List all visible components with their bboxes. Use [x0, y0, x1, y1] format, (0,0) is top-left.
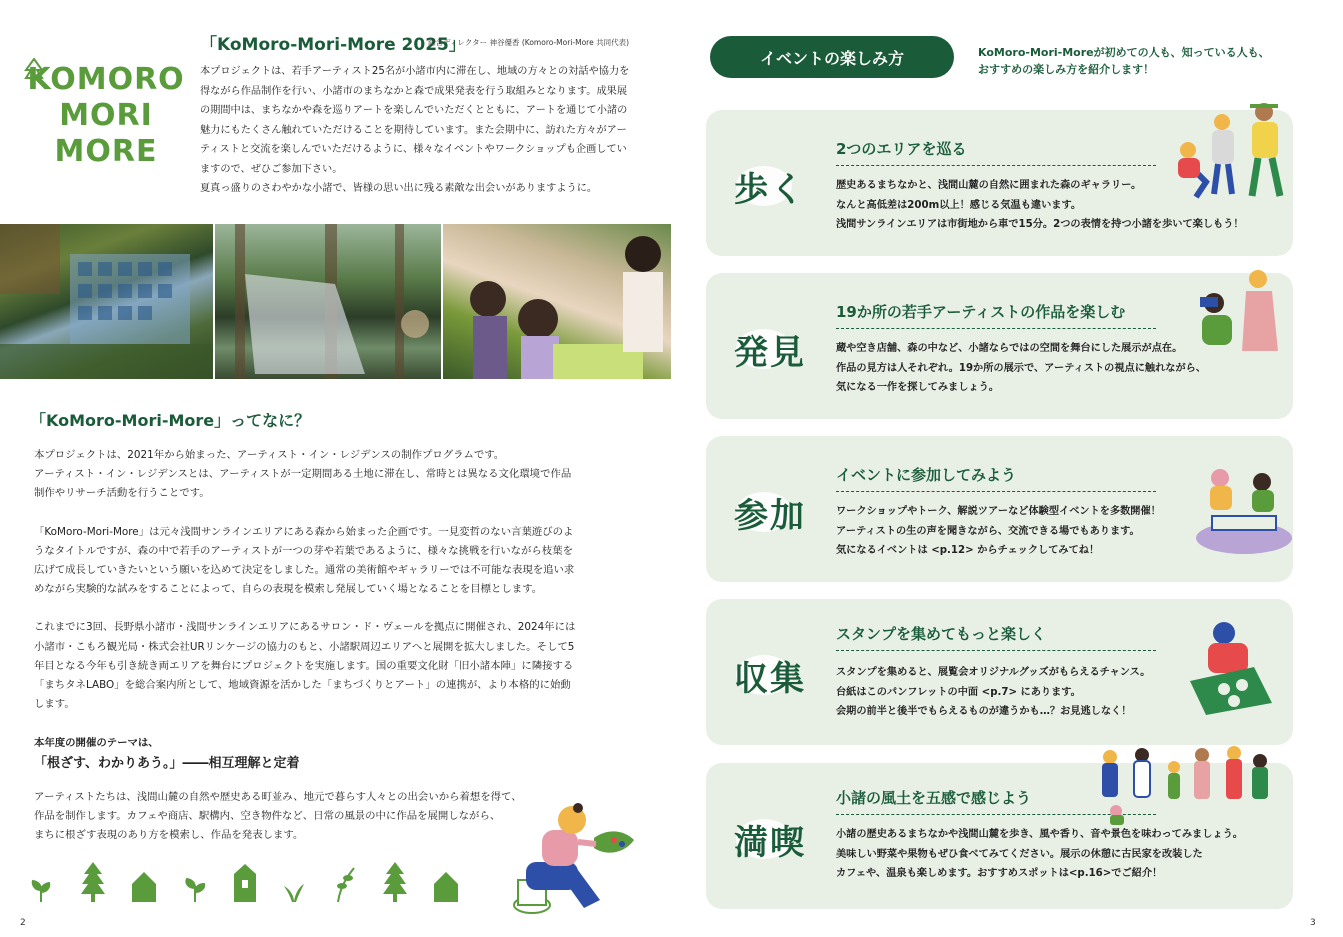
about-paragraph-1	[34, 446, 624, 504]
card-divider	[836, 165, 1156, 166]
logo-line-3: MORE	[54, 134, 158, 169]
komoro-mori-more-logo	[26, 62, 186, 170]
intro-line: ティストと交流を楽しんでいただけるように、様々なイベントやワークショップも企画してい	[200, 144, 627, 155]
intro-credit: 総合ディレクター 神谷優香 (Komoro-Mori-More 共同代表)	[428, 38, 630, 47]
closing-line: まちに根ざす表現のあり方を模索し、作品を発表します。	[34, 829, 304, 842]
card-line: 小諸の歴史あるまちなかや浅間山麓を歩き、風や香り、音や景色を味わってみましょう。	[836, 829, 1243, 840]
card-body	[836, 825, 1243, 884]
card-line: スタンプを集めると、展覧会オリジナルグッズがもらえるチャンス。	[836, 667, 1151, 678]
card-divider	[836, 491, 1156, 492]
photo3-detail	[443, 224, 671, 379]
lead-line: KoMoro-Mori-Moreが初めての人も、知っている人も、	[978, 46, 1270, 59]
about-line: 小諸市・こもろ観光局・株式会社URリンケージの協力のもと、小諸駅周辺エリアへと展開を拡大しました。そして5	[34, 640, 575, 653]
leaf-sprout-icon	[182, 876, 208, 902]
workshop-illustration	[1196, 464, 1292, 556]
walking-people-illustration	[1166, 102, 1296, 202]
card-title: イベントに参加してみよう	[836, 466, 1017, 484]
card-kanji: 収集	[734, 659, 806, 699]
photo1-detail	[0, 224, 213, 379]
card-title: 小諸の風土を五感で感じよう	[836, 789, 1032, 807]
logo-line-2: MORI	[59, 98, 153, 133]
intro-body	[200, 62, 632, 199]
sprout-icon	[28, 876, 54, 902]
grass-icon	[282, 880, 306, 902]
card-title: スタンプを集めてもっと楽しく	[836, 625, 1047, 643]
about-paragraph-2	[34, 523, 624, 600]
card-body	[836, 502, 1161, 561]
card-line: 台紙はこのパンフレットの中面 <p.7> にあります。	[836, 686, 1081, 698]
card-line: 気になる一作を探してみましょう。	[836, 382, 999, 393]
card-body	[836, 339, 1206, 398]
about-line: します。	[34, 698, 75, 711]
card-walk	[706, 110, 1293, 256]
card-line: 浅間サンラインエリアは市街地から車で15分。2つの表情を持つ小諸を歩いて楽しもう！	[836, 219, 1244, 230]
card-line: カフェや、温泉も楽しめます。おすすめスポットは<p.16>でご紹介！	[836, 868, 1163, 879]
card-line: 会期の前半と後半でもらえるものが違うかも…？お見逃しなく！	[836, 706, 1132, 717]
logo-line-1: KOMORO	[27, 62, 185, 97]
about-line: 「KoMoro-Mori-More」は元々浅間サンラインエリアにある森から始まった企画です。一見変哲のない言葉遊びのよ	[34, 525, 574, 538]
decorative-icon-row	[28, 862, 458, 902]
card-kanji: 発見	[734, 333, 806, 373]
card-body	[836, 663, 1150, 722]
card-line: 気になるイベントは <p.12> からチェックしてみてね！	[836, 545, 1100, 556]
card-collect	[706, 599, 1293, 745]
closing-line: アーティストたちは、浅間山麓の自然や歴史ある町並み、地元で暮らす人々との出会いから着想を得て、	[34, 791, 522, 803]
page-number-left: 2	[20, 918, 26, 928]
card-enjoy	[706, 763, 1293, 909]
card-divider	[836, 650, 1156, 651]
photo-workshop	[443, 224, 671, 379]
about-line: これまでに3回、長野県小諸市・浅間サンラインエリアにあるサロン・ド・ヴェールを拠点に開催され、2024年には	[34, 621, 576, 634]
card-title: 19か所の若手アーティストの作品を楽しむ	[836, 303, 1126, 321]
card-kanji: 参加	[734, 496, 806, 536]
about-line: 広げて成長していきたいという願いを込めて決定をしました。通常の美術館やギャラリーでは不可能な表現を追い求	[34, 564, 575, 577]
card-line: 作品の見方は人それぞれ。19か所の展示で、アーティストの視点に触れながら、	[836, 362, 1207, 374]
intro-line: 本プロジェクトは、若手アーティスト25名が小諸市内に滞在し、地域の方々との対話や協力を	[200, 66, 630, 77]
closing-line: 作品を制作します。カフェや商店、駅構内、空き物件など、日常の風景の中に作品を展開しながら、	[34, 810, 501, 823]
card-line: 美味しい野菜や果物もぜひ食べてみてください。展示の休憩に古民家を改装した	[836, 848, 1203, 860]
card-line: 蔵や空き店舗、森の中など、小諸ならではの空間を舞台にした展示が点在。	[836, 343, 1183, 354]
house-icon	[132, 872, 156, 902]
stamp-collecting-illustration	[1184, 619, 1276, 715]
tree-icon	[382, 862, 408, 902]
house-window-icon	[234, 864, 256, 902]
intro-line: の期間中は、まちなかや森を巡りアートを楽しんでいただくとともに、アートを通じて小諸の	[200, 105, 628, 116]
lead-line: おすすめの楽しみ方を紹介します！	[978, 63, 1155, 76]
about-line: アーティスト・イン・レジデンスとは、アーティストが一定期間ある土地に滞在し、常時とは異なる文化環境で作品	[34, 468, 572, 481]
about-line: 年目となる今年も引き続き両エリアを舞台にプロジェクトを実施します。国の重要文化財「旧小諸本陣」に隣接する	[34, 659, 574, 672]
intro-line: 魅力にもたくさん触れていただけることを期待しています。また会期中に、訪れた方々がアー	[200, 124, 627, 136]
card-divider	[836, 328, 1156, 329]
about-line: 本プロジェクトは、2021年から始まった、アーティスト・イン・レジデンスの制作プログラムです。	[34, 449, 505, 461]
photo-forest-exhibit	[0, 224, 213, 379]
about-line: 制作やリサーチ活動を行うことです。	[34, 487, 210, 500]
intro-line: 得ながら作品制作を行い、小諸市のまちなかと森で成果発表を行う取組みとなります。成果展	[200, 85, 628, 97]
branch-icon	[332, 866, 356, 902]
card-participate	[706, 436, 1293, 582]
card-kanji: 歩く	[734, 170, 806, 210]
about-title: 「KoMoro-Mori-More」ってなに？	[30, 411, 311, 430]
photo-forest-installation	[215, 224, 440, 379]
intro-line: 夏真っ盛りのさわやかな小諸で、皆様の思い出に残る素敵な出会いがありますように。	[200, 183, 598, 194]
artist-painting-illustration	[512, 800, 652, 915]
card-line: 歴史あるまちなかと、浅間山麓の自然に囲まれた森のギャラリー。	[836, 180, 1142, 191]
card-kanji: 満喫	[734, 823, 806, 863]
theme-text: 「根ざす、わかりあう。」――相互理解と定着	[34, 756, 300, 771]
tree-icon	[80, 862, 106, 902]
logo-tree-icon	[24, 58, 44, 82]
about-paragraph-3	[34, 618, 624, 714]
closing-text	[34, 788, 574, 846]
group-of-people-illustration	[1096, 741, 1276, 825]
about-line: 「まちタネLABO」を総合案内所として、地域資源を活かした「まちづくりとアート」の連携が、より本格的に始動	[34, 679, 571, 692]
card-line: なんと高低差は200m以上！感じる気温も違います。	[836, 199, 1081, 211]
page-number-right: 3	[1310, 918, 1316, 928]
about-line: うなタイトルですが、森の中で若手のアーティストが一つの芽や若葉であるように、様々な挑戦を行いながら枝葉を	[34, 544, 573, 557]
intro-title: 「KoMoro-Mori-More 2025」	[200, 35, 466, 55]
header-pill: イベントの楽しみ方	[710, 36, 954, 78]
photo-strip	[0, 224, 671, 379]
photo2-detail	[215, 224, 440, 379]
card-discover	[706, 273, 1293, 419]
right-page	[690, 0, 1343, 937]
intro-line: ますので、ぜひご参加下さい。	[200, 163, 343, 175]
photographer-illustration	[1186, 267, 1286, 353]
lead-text	[978, 44, 1270, 78]
card-line: アーティストの生の声を聞きながら、交流できる場でもあります。	[836, 525, 1140, 537]
about-body	[34, 446, 624, 733]
card-line: ワークショップやトーク、解説ツアーなど体験型イベントを多数開催！	[836, 506, 1161, 517]
theme-label: 本年度の開催のテーマは、	[34, 737, 159, 749]
card-title: 2つのエリアを巡る	[836, 140, 967, 158]
house-icon	[434, 872, 458, 902]
about-line: めながら実験的な試みをすることによって、自らの表現を模索し発展していく場となることを目標とします。	[34, 583, 543, 596]
